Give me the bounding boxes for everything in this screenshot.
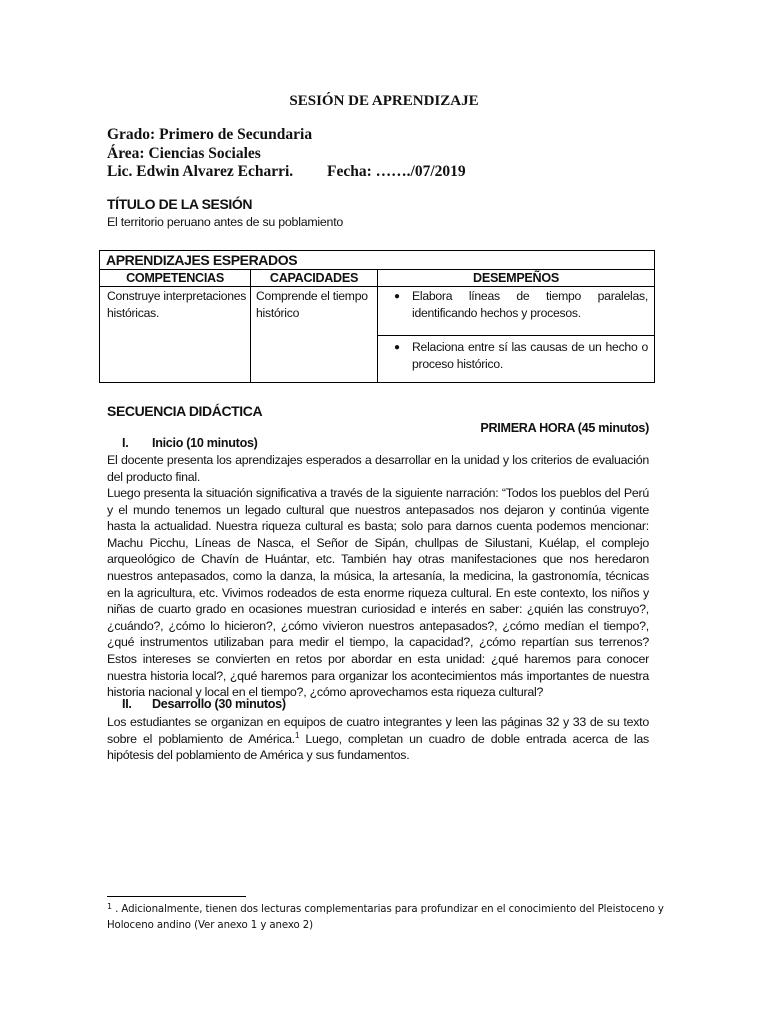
document-title: SESIÓN DE APRENDIZAJE — [289, 93, 479, 109]
footnote-marker: 1 — [107, 902, 112, 911]
desarrollo-heading: Desarrollo (30 minutos) — [152, 697, 286, 711]
docente-line: Lic. Edwin Alvarez Echarri. — [107, 163, 294, 180]
desarrollo-number: II. — [122, 697, 132, 711]
bullet-icon: ● — [394, 342, 401, 353]
bullet-icon: ● — [394, 291, 401, 302]
competencia-cell: Construye interpretaciones históricas. — [107, 289, 247, 320]
grado-line: Grado: Primero de Secundaria — [107, 126, 313, 143]
inicio-paragraph-2: Luego presenta la situación significativa a través de la siguiente narración: “Todos los pueblos del Perú y el mundo tenemos un legado cultural que nuestros antepasados nos dejaron y continúa vigente hasta la actualidad. Nuestra riqueza cultural es basta; solo para darnos cuenta podemos mencionar: Machu Picchu, Líneas de Nasca, el Señor de Sipán, chullpas de Silustani, Kuélap, el complejo arqueológico de Chavín de Huántar, etc. También hay otras manifestaciones que nos heredaron nuestros antepasados, como la danza, la música, la artesanía, la medicina, la gastronomía, técnicas en la agricultura, etc. Vivimos rodeados de esta enorme riqueza cultural. En este contexto, los niños y niñas de cuarto grado en ocasiones muestran curiosidad e interés en saber: ¿quién las construyo?, ¿cuándo?, ¿cómo lo hicieron?, ¿cómo vivieron nuestros antepasados?, ¿cómo medían el tiempo?, ¿qué instrumentos utilizaban para medir el tiempo, la capacidad?, ¿cómo repartían sus terrenos? Estos intereses se convierten en retos por abordar en esta unidad: ¿qué haremos para conocer nuestra historia local?, ¿qué haremos para organizar los acontecimientos más importantes de nuestra historia nacional y local en el tiempo?, ¿cómo aprovechamos esta riqueza cultural? — [107, 486, 649, 700]
desarrollo-paragraph — [107, 714, 649, 764]
inicio-heading: Inicio (10 minutos) — [152, 436, 258, 450]
footnote — [107, 902, 667, 934]
inicio-paragraph-1: El docente presenta los aprendizajes esperados a desarrollar en la unidad y los criterios de evaluación del producto final. — [107, 453, 649, 484]
inicio-number: I. — [122, 436, 129, 450]
area-line: Área: Ciencias Sociales — [107, 145, 261, 162]
learning-table-heading: APRENDIZAJES ESPERADOS — [106, 252, 298, 268]
learning-table — [99, 250, 655, 383]
col-desempenos: DESEMPEÑOS — [473, 271, 559, 285]
desempeno-2-cell: Relaciona entre sí las causas de un hecho o proceso histórico. — [412, 340, 648, 371]
desempeno-1-cell: Elabora líneas de tiempo paralelas, identificando hechos y procesos. — [412, 289, 648, 320]
footnote-separator — [107, 896, 246, 897]
footnote-reference[interactable]: 1 — [294, 730, 300, 740]
desarrollo-text-b: Luego, completan un cuadro de doble entrada acerca de las hipótesis del poblamiento de América y sus fundamentos. — [107, 731, 649, 763]
first-hour-label: PRIMERA HORA (45 minutos) — [480, 421, 649, 435]
capacidad-cell: Comprende el tiempo histórico — [256, 289, 368, 320]
fecha-line: Fecha: ……./07/2019 — [327, 163, 466, 180]
desarrollo-text-a: Los estudiantes se organizan en equipos de cuatro integrantes y leen las páginas 32 y 33 de su texto sobre el poblamiento de América. — [107, 715, 649, 746]
footnote-text: . Adicionalmente, tienen dos lecturas complementarias para profundizar en el conocimiento del Pleistoceno y Holoceno andino (Ver anexo 1 y anexo 2) — [107, 904, 664, 931]
col-capacidades: CAPACIDADES — [269, 271, 359, 285]
col-competencias: COMPETENCIAS — [126, 271, 224, 285]
sequence-heading: SECUENCIA DIDÁCTICA — [107, 403, 263, 419]
session-title-heading: TÍTULO DE LA SESIÓN — [107, 196, 253, 212]
session-title-text: El territorio peruano antes de su poblamiento — [107, 215, 344, 229]
table-divider — [377, 335, 654, 336]
